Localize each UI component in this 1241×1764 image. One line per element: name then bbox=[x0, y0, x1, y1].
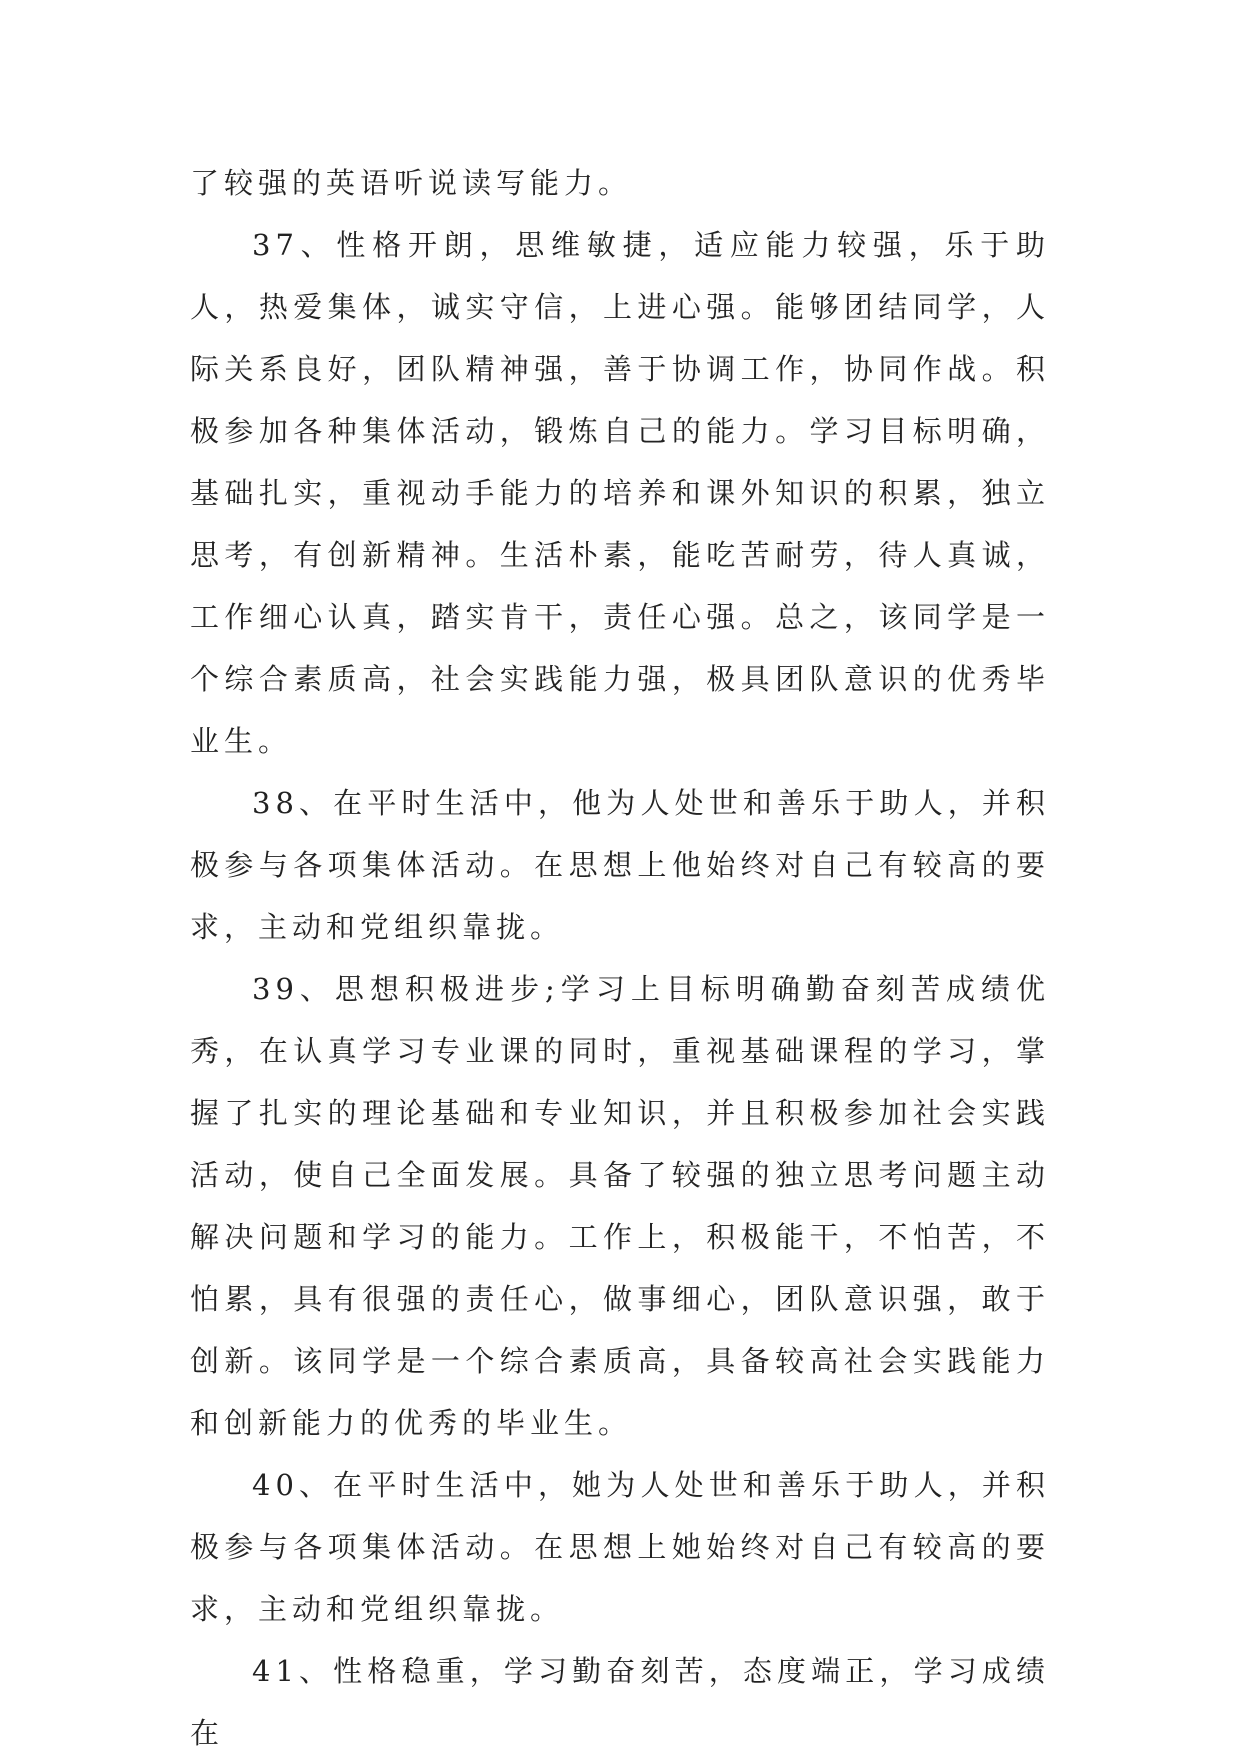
paragraph-37: 37、性格开朗，思维敏捷，适应能力较强，乐于助人，热爱集体，诚实守信，上进心强。能够团结同学，人际关系良好，团队精神强，善于协调工作，协同作战。积极参加各种集体活动，锻炼自己的能力。学习目标明确，基础扎实，重视动手能力的培养和课外知识的积累，独立思考，有创新精神。生活朴素，能吃苦耐劳，待人真诚，工作细心认真，踏实肯干，责任心强。总之，该同学是一个综合素质高，社会实践能力强，极具团队意识的优秀毕业生。 bbox=[190, 228, 1050, 758]
paragraph-39: 39、思想积极进步;学习上目标明确勤奋刻苦成绩优秀，在认真学习专业课的同时，重视基础课程的学习，掌握了扎实的理论基础和专业知识，并且积极参加社会实践活动，使自己全面发展。具备了较强的独立思考问题主动解决问题和学习的能力。工作上，积极能干，不怕苦，不怕累，具有很强的责任心，做事细心，团队意识强，敢于创新。该同学是一个综合素质高，具备较高社会实践能力和创新能力的优秀的毕业生。 bbox=[190, 972, 1050, 1440]
paragraph-continuation: 了较强的英语听说读写能力。 bbox=[190, 166, 633, 200]
paragraph-38: 38、在平时生活中，他为人处世和善乐于助人，并积极参与各项集体活动。在思想上他始终对自己有较高的要求，主动和党组织靠拢。 bbox=[190, 786, 1050, 944]
document-body bbox=[190, 152, 1050, 1764]
paragraph-40: 40、在平时生活中，她为人处世和善乐于助人，并积极参与各项集体活动。在思想上她始终对自己有较高的要求，主动和党组织靠拢。 bbox=[190, 1468, 1050, 1626]
paragraph-41: 41、性格稳重，学习勤奋刻苦，态度端正，学习成绩在 bbox=[190, 1654, 1050, 1750]
